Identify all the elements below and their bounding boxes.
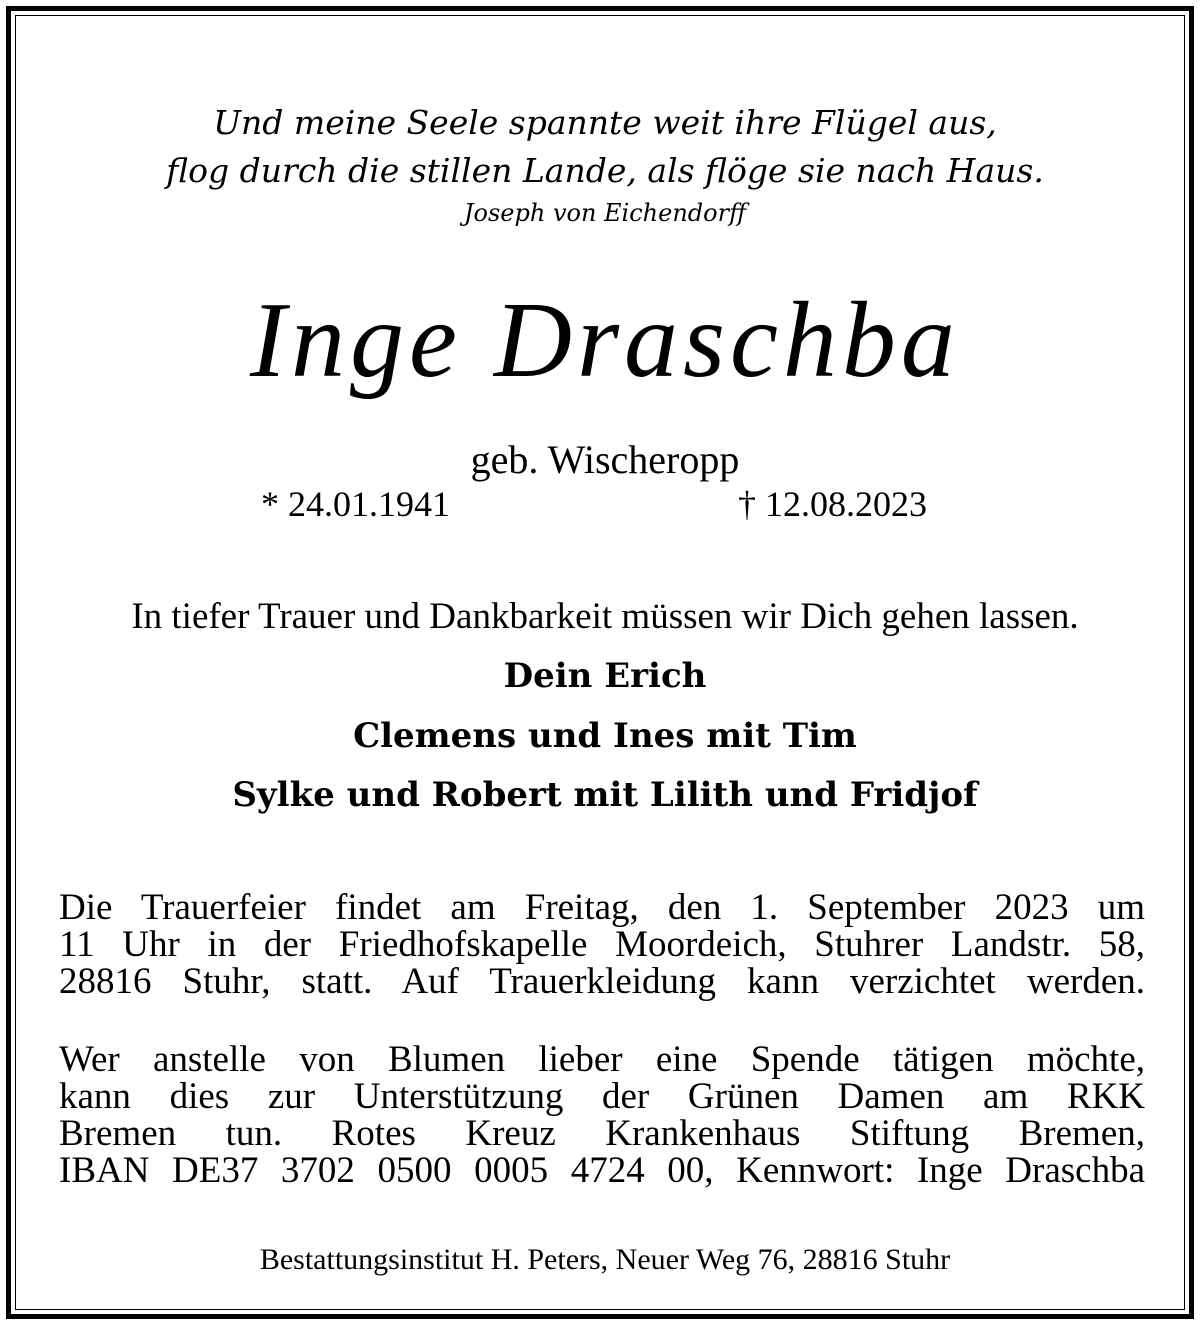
quote-author: Joseph von Eichendorff: [463, 199, 747, 227]
donation-line: Wer anstelle von Blumen lieber eine Spende tätigen möchte,: [59, 1039, 1145, 1080]
mourning-message: In tiefer Trauer und Dankbarkeit müssen wir Dich gehen lassen.: [131, 596, 1079, 637]
ceremony-line: 11 Uhr in der Friedhofskapelle Moordeich, Stuhrer Landstr. 58,: [59, 924, 1145, 965]
funeral-home-footer: Bestattungsinstitut H. Peters, Neuer Weg 76, 28816 Stuhr: [259, 1243, 951, 1276]
deceased-name: Inge Draschba: [250, 281, 960, 400]
ceremony-paragraph: [59, 889, 1145, 1000]
donation-line: IBAN DE37 3702 0500 0005 4724 00, Kennwort: Inge Draschba: [59, 1150, 1145, 1191]
birth-date: * 24.01.1941: [261, 484, 450, 524]
family-line-3: Sylke und Robert mit Lilith und Fridjof: [232, 775, 978, 815]
death-date: † 12.08.2023: [738, 484, 927, 524]
donation-line: kann dies zur Unterstützung der Grünen Damen am RKK: [59, 1076, 1145, 1117]
quote-line-2: flog durch die stillen Lande, als flöge sie nach Haus.: [166, 151, 1044, 190]
family-line-2: Clemens und Ines mit Tim: [353, 716, 857, 756]
ceremony-line: Die Trauerfeier findet am Freitag, den 1. September 2023 um: [59, 887, 1145, 928]
maiden-name: geb. Wischeropp: [470, 437, 740, 482]
family-line-1: Dein Erich: [503, 656, 707, 696]
ceremony-line: 28816 Stuhr, statt. Auf Trauerkleidung kann verzichtet werden.: [59, 961, 1145, 1002]
quote-line-1: Und meine Seele spannte weit ihre Flügel aus,: [213, 103, 997, 142]
donation-line: Bremen tun. Rotes Kreuz Krankenhaus Stiftung Bremen,: [59, 1113, 1145, 1154]
donation-paragraph: [59, 1041, 1145, 1189]
obituary-frame: [6, 6, 1194, 1319]
